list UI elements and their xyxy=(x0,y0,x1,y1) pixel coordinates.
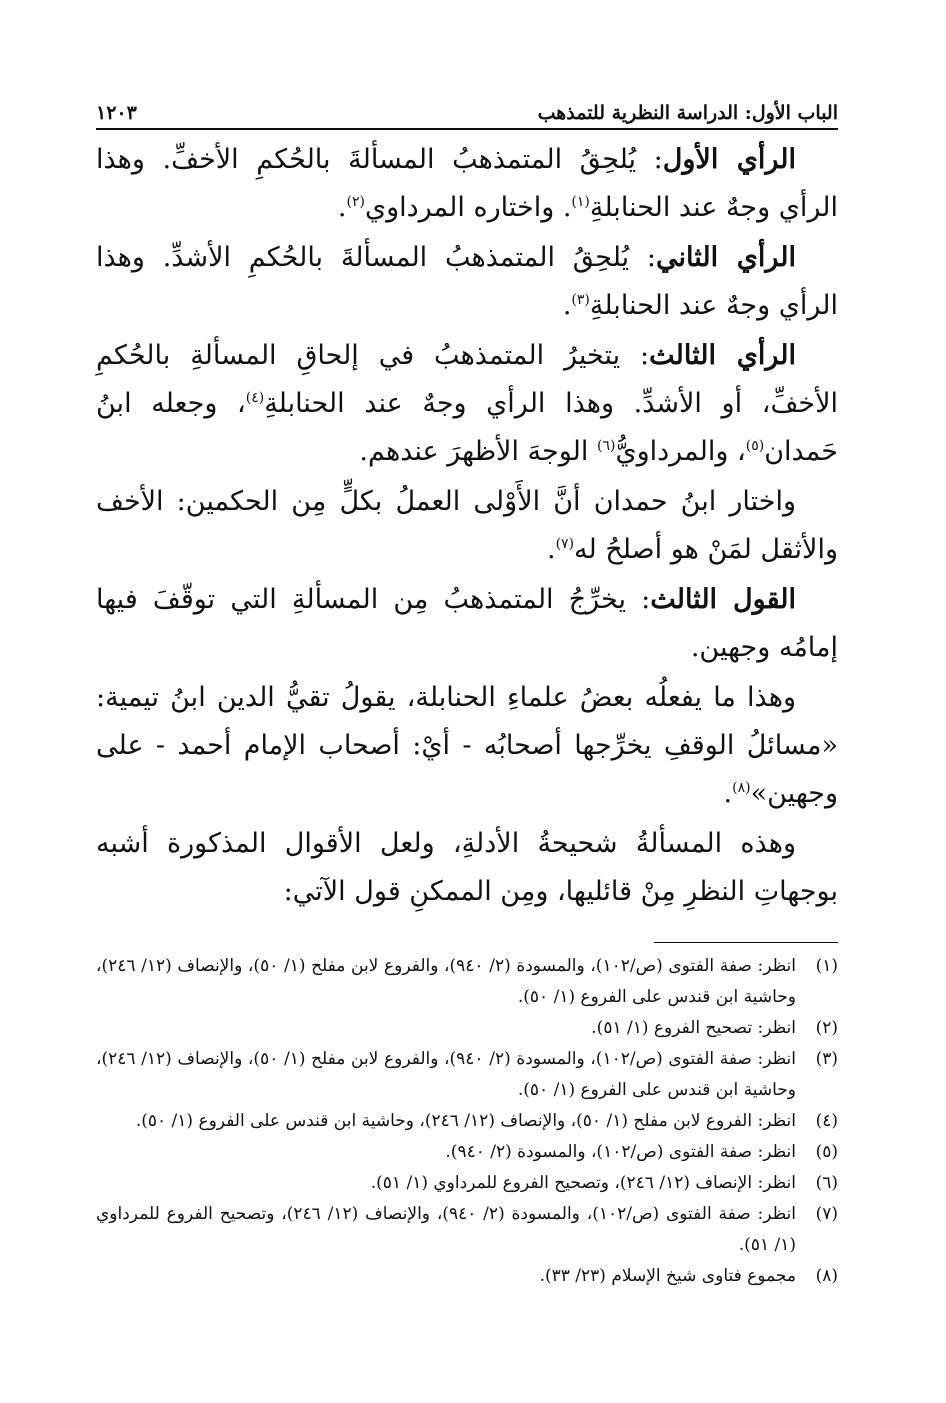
paragraph-text: : يخرِّجُ المتمذهبُ مِن المسألةِ التي توقّفَ فيها إمامُه وجهين. xyxy=(96,584,838,663)
footnote-ref[interactable]: (٣) xyxy=(571,292,590,308)
paragraph-text: وهذا ما يفعلُه بعضُ علماءِ الحنابلة، يقولُ تقيُّ الدين ابنُ تيمية: «مسائلُ الوقفِ يخرِّجها أصحابُه - أيْ: أصحاب الإمام أحمد - على وجهين» xyxy=(96,682,838,809)
footnote-ref[interactable]: (٤) xyxy=(245,390,265,406)
footnote-ref[interactable]: (٧) xyxy=(555,536,575,552)
header-divider xyxy=(96,128,838,130)
footnote-ref[interactable]: (٢) xyxy=(346,194,365,210)
footnote-text: انظر: صفة الفتوى (ص/١٠٢)، والمسودة (٢/ ٩٤٠)، والفروع لابن مفلح (١/ ٥٠)، والإنصاف (١٢/ ٢٤٦)، وحاشية ابن قندس على الفروع (١/ ٥٠). xyxy=(96,956,796,1007)
opinion-heading: الرأي الثاني xyxy=(656,242,797,273)
book-page xyxy=(96,88,838,1292)
paragraph-first-opinion xyxy=(96,136,838,232)
footnote-text: انظر: صفة الفتوى (ص/١٠٢)، والمسودة (٢/ ٩٤٠)، والفروع لابن مفلح (١/ ٥٠)، والإنصاف (١٢/ ٢٤٦)، وحاشية ابن قندس على الفروع (١/ ٥٠). xyxy=(96,1049,796,1100)
footnote-ref[interactable]: (٦) xyxy=(596,438,616,454)
chapter-title: الباب الأول: الدراسة النظرية للتمذهب xyxy=(537,102,838,124)
paragraph-text: واختار ابنُ حمدان أنَّ الأَوْلى العملُ بكلٍّ مِن الحكمين: الأخف والأثقل لمَنْ هو أصلحُ له xyxy=(96,486,838,565)
footnote-ref[interactable]: (٨) xyxy=(732,780,751,796)
paragraph-third-opinion xyxy=(96,332,838,476)
paragraph-ibn-hamdan-choice xyxy=(96,478,838,574)
running-header xyxy=(96,88,838,124)
footnote-item xyxy=(96,1044,838,1106)
footnote-item xyxy=(96,1168,838,1199)
paragraph-text: . واختاره المرداوي xyxy=(364,192,572,223)
paragraph-text: : يُلحِقُ المتمذهبُ المسألةَ بالحُكمِ الأشدِّ. وهذا الرأي وجهٌ عند الحنابلةِ xyxy=(96,242,838,321)
footnote-text: انظر: صفة الفتوى (ص/١٠٢)، والمسودة (٢/ ٩٤٠)، والإنصاف (١٢/ ٢٤٦)، وتصحيح الفروع للمرداوي (١/ ٥١). xyxy=(96,1204,796,1255)
paragraph-text: : يتخيرُ المتمذهبُ في إلحاقِ المسألةِ بالحُكمِ الأخفِّ، أو الأشدِّ. وهذا الرأي وجهٌ عند الحنابلةِ xyxy=(96,340,838,419)
footnote-item xyxy=(96,1013,838,1044)
footnote-text: انظر: تصحيح الفروع (١/ ٥١). xyxy=(591,1018,796,1038)
footnote-number: (٧) xyxy=(815,1204,838,1224)
paragraph-text: وهذه المسألةُ شحيحةُ الأدلةِ، ولعل الأقوال المذكورة أشبه بوجهاتِ النظرِ مِنْ قائليها، ومِن الممكنِ قول الآتي: xyxy=(96,828,838,907)
footnotes xyxy=(96,951,838,1292)
opinion-heading: القول الثالث xyxy=(650,584,796,615)
footnote-number: (٨) xyxy=(815,1266,838,1286)
footnote-text: انظر: الفروع لابن مفلح (١/ ٥٠)، والإنصاف (١٢/ ٢٤٦)، وحاشية ابن قندس على الفروع (١/ ٥٠). xyxy=(135,1111,796,1131)
paragraph-text: . xyxy=(337,192,347,223)
footnote-number: (٤) xyxy=(815,1111,838,1131)
paragraph-ibn-taymiyya-quote xyxy=(96,674,838,818)
footnote-item xyxy=(96,1199,838,1261)
opinion-heading: الرأي الأول xyxy=(662,144,796,175)
footnote-number: (٥) xyxy=(815,1142,838,1162)
paragraph-text: . xyxy=(562,290,572,321)
footnote-ref[interactable]: (١) xyxy=(571,194,590,210)
paragraph-third-statement xyxy=(96,576,838,672)
footnote-text: انظر: صفة الفتوى (ص/١٠٢)، والمسودة (٢/ ٩٤٠). xyxy=(445,1142,796,1162)
footnote-item xyxy=(96,1261,838,1292)
footnote-divider xyxy=(654,942,838,943)
footnote-ref[interactable]: (٥) xyxy=(745,438,765,454)
page-number: ١٢٠٣ xyxy=(96,102,137,124)
main-text xyxy=(96,136,838,916)
paragraph-text: ، والمرداويُّ xyxy=(615,436,746,467)
footnote-number: (٢) xyxy=(815,1018,838,1038)
footnote-number: (١) xyxy=(815,956,838,976)
opinion-heading: الرأي الثالث xyxy=(649,340,796,371)
footnote-item xyxy=(96,1106,838,1137)
paragraph-text: . xyxy=(723,778,733,809)
footnote-number: (٣) xyxy=(815,1049,838,1069)
footnote-text: انظر: الإنصاف (١٢/ ٢٤٦)، وتصحيح الفروع للمرداوي (١/ ٥١). xyxy=(370,1173,796,1193)
footnote-text: مجموع فتاوى شيخ الإسلام (٢٣/ ٣٣). xyxy=(539,1266,796,1286)
footnote-item xyxy=(96,951,838,1013)
paragraph-second-opinion xyxy=(96,234,838,330)
paragraph-conclusion xyxy=(96,820,838,916)
paragraph-text: الوجهَ الأظهرَ عندهم. xyxy=(359,436,597,467)
footnote-item xyxy=(96,1137,838,1168)
paragraph-text: ، وجعله ابنُ حَمدان xyxy=(96,388,838,467)
footnote-number: (٦) xyxy=(815,1173,838,1193)
paragraph-text: . xyxy=(546,534,556,565)
paragraph-text: : يُلحِقُ المتمذهبُ المسألةَ بالحُكمِ الأخفِّ. وهذا الرأي وجهٌ عند الحنابلةِ xyxy=(96,144,838,223)
